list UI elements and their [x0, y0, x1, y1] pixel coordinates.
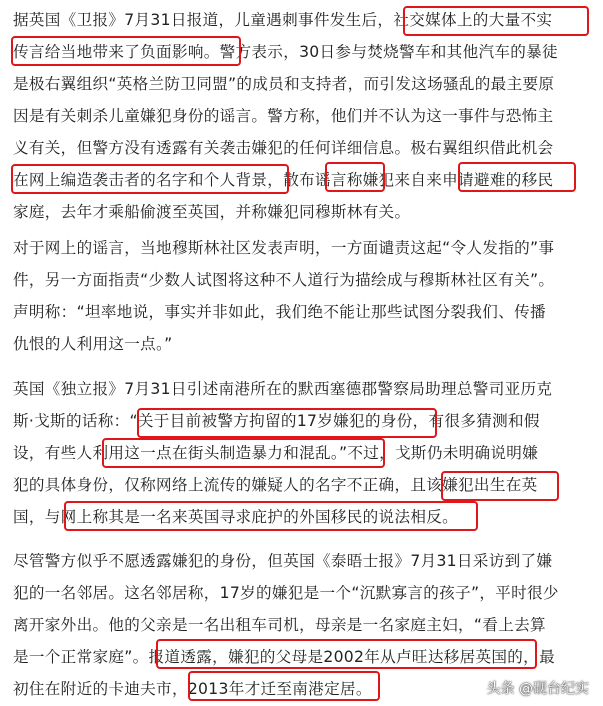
- paragraph-line: 斯·戈斯的话称：“关于目前被警方拘留的17岁嫌犯的身份，有很多猜测和假: [13, 412, 540, 430]
- paragraph-line: 在网上编造袭击者的名字和个人背景，散布谣言称嫌犯来自来申请避难的移民: [13, 171, 554, 189]
- source-watermark: 头条 @砚台纪实: [486, 681, 589, 697]
- paragraph-line: 国，与网上称其是一名来英国寻求庇护的外国移民的说法相反。: [13, 508, 459, 526]
- paragraph-line: 设，有些人利用这一点在街头制造暴力和混乱。”不过，戈斯仍未明确说明嫌: [13, 444, 539, 462]
- paragraph-line: 传言给当地带来了负面影响。警方表示，30日参与焚烧警车和其他汽车的暴徒: [13, 43, 558, 61]
- paragraph-line: 声明称：“坦率地说，事实并非如此，我们绝不能让那些试图分裂我们、传播: [13, 303, 546, 321]
- paragraph-line: 对于网上的谣言，当地穆斯林社区发表声明，一方面谴责这起“令人发指的”事: [13, 239, 555, 257]
- paragraph-line: 英国《独立报》7月31日引述南港所在的默西塞德郡警察局助理总警司亚历克: [13, 380, 553, 398]
- paragraph-line: 初住在附近的卡迪夫市，2013年才迁至南港定居。: [13, 680, 372, 698]
- paragraph-line: 因是有关刺杀儿童嫌犯身份的谣言。警方称，他们并不认为这一事件与恐怖主: [13, 107, 554, 125]
- paragraph-line: 是极右翼组织“英格兰防卫同盟”的成员和支持者，而引发这场骚乱的最主要原: [13, 75, 555, 93]
- paragraph-line: 据英国《卫报》7月31日报道，儿童遇刺事件发生后，社交媒体上的大量不实: [13, 11, 553, 29]
- paragraph-line: 家庭，去年才乘船偷渡至英国，并称嫌犯同穆斯林有关。: [13, 203, 411, 221]
- paragraph-line: 仇恨的人利用这一点。”: [13, 335, 173, 353]
- paragraph-line: 义有关，但警方没有透露有关袭击嫌犯的任何详细信息。极右翼组织借此机会: [13, 139, 554, 157]
- paragraph-line: 是一个正常家庭”。报道透露，嫌犯的父母是2002年从卢旺达移居英国的，最: [13, 648, 555, 666]
- paragraph-line: 尽管警方似乎不愿透露嫌犯的身份，但英国《泰晤士报》7月31日采访到了嫌: [13, 552, 553, 570]
- paragraph-line: 犯的一名邻居。这名邻居称，17岁的嫌犯是一个“沉默寡言的孩子”，平时很少: [13, 584, 559, 602]
- paragraph-line: 犯的具体身份，仅称网络上流传的嫌疑人的名字不正确，且该嫌犯出生在英: [13, 476, 538, 494]
- paragraph-line: 件，另一方面指责“少数人试图将这种不人道行为描绘成与穆斯林社区有关”。: [13, 271, 555, 289]
- paragraph-line: 离开家外出。他的父亲是一名出租车司机，母亲是一名家庭主妇，“看上去算: [13, 616, 546, 634]
